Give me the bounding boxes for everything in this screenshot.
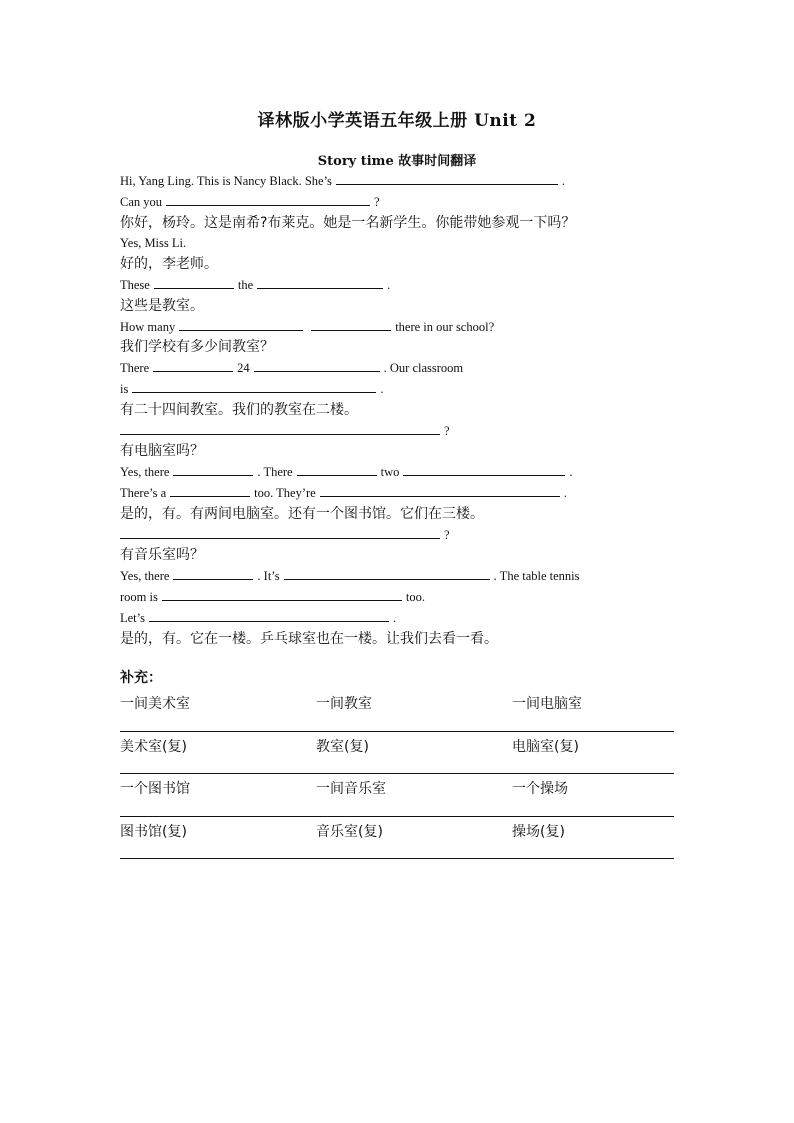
text: too.: [405, 589, 425, 604]
vocab-prompt: 美术室(复): [120, 738, 187, 755]
story-line-cn: 这些是教室。: [120, 297, 204, 314]
vocab-prompt: 操场(复): [512, 823, 565, 840]
story-line-1: [120, 171, 680, 192]
answer-blank[interactable]: [120, 526, 440, 539]
text: Yes, there: [120, 465, 170, 480]
text: the: [237, 277, 254, 292]
story-line-cn: 我们学校有多少间教室？: [120, 339, 274, 356]
story-line-cn: 好的，李老师。: [120, 256, 218, 273]
supplement-row: [120, 689, 674, 732]
answer-blank[interactable]: [311, 318, 391, 331]
story-line-cn: 是的，有。有两间电脑室。还有一个图书馆。它们在三楼。: [120, 505, 484, 522]
supplement-row: [120, 817, 674, 860]
text: there in our school?: [395, 319, 495, 334]
text: . Our classroom: [383, 361, 464, 376]
story-line-13: [120, 421, 680, 442]
text: too. They’re: [254, 485, 316, 500]
vocab-prompt: 一间音乐室: [316, 781, 386, 798]
spacer: [120, 649, 680, 663]
answer-blank[interactable]: [149, 609, 389, 622]
text: is: [120, 381, 129, 396]
story-line-6: [120, 275, 680, 296]
story-line-21: [120, 587, 680, 608]
story-line-cn: 是的，有。它在一楼。乒乓球室也在一楼。让我们去看一看。: [120, 630, 498, 647]
story-line-22: [120, 608, 680, 629]
answer-blank[interactable]: [132, 380, 376, 393]
answer-blank[interactable]: [120, 422, 440, 435]
answer-blank[interactable]: [179, 318, 303, 331]
answer-blank[interactable]: [154, 276, 234, 289]
vocab-prompt: 教室(复): [316, 738, 369, 755]
text: .: [387, 277, 391, 292]
story-line-4: Yes, Miss Li.: [120, 236, 187, 251]
text: There’s a: [120, 485, 167, 500]
supplement-row: [120, 732, 674, 775]
text: These: [120, 277, 150, 292]
answer-blank[interactable]: [336, 172, 558, 185]
text: Can you: [120, 194, 163, 209]
answer-blank[interactable]: [297, 463, 377, 476]
text: ?: [374, 194, 380, 209]
vocab-prompt: 一个图书馆: [120, 781, 190, 798]
vocab-prompt: 一间教室: [316, 696, 372, 713]
story-line-15: [120, 462, 680, 483]
text: There: [120, 361, 150, 376]
supplement-heading: 补充：: [120, 670, 162, 687]
story-line-20: [120, 566, 680, 587]
text: .: [569, 465, 573, 480]
text: . It’s: [257, 569, 280, 584]
answer-blank[interactable]: [284, 567, 490, 580]
vocab-prompt: 一间电脑室: [512, 696, 582, 713]
text: .: [563, 485, 567, 500]
text: .: [393, 610, 397, 625]
answer-blank[interactable]: [173, 567, 253, 580]
text: . There: [257, 465, 293, 480]
answer-blank[interactable]: [254, 359, 380, 372]
supplement-row: [120, 774, 674, 817]
story-line-2: [120, 192, 680, 213]
text: ?: [444, 423, 450, 438]
vocab-prompt: 一个操场: [512, 781, 568, 798]
story-line-cn: 有电脑室吗？: [120, 443, 204, 460]
vocab-prompt: 电脑室(复): [512, 738, 579, 755]
story-line-cn: 有音乐室吗？: [120, 547, 204, 564]
text: . The table tennis: [493, 569, 580, 584]
section-subtitle: Story time 故事时间翻译: [317, 154, 477, 169]
text: Yes, there: [120, 569, 170, 584]
text: two: [380, 465, 400, 480]
story-line-10: [120, 358, 680, 379]
answer-blank[interactable]: [320, 484, 560, 497]
story-line-cn: 你好，杨玲。这是南希?布莱克。她是一名新学生。你能带她参观一下吗？: [120, 214, 576, 231]
vocab-prompt: 图书馆(复): [120, 823, 187, 840]
text: 24: [237, 361, 250, 376]
story-line-11: [120, 379, 680, 400]
answer-blank[interactable]: [166, 193, 370, 206]
answer-blank[interactable]: [170, 484, 250, 497]
story-translation: [120, 171, 680, 859]
text: room is: [120, 589, 158, 604]
text: .: [380, 381, 384, 396]
text: ?: [444, 527, 450, 542]
page-title: 译林版小学英语五年级上册 Unit 2: [257, 111, 537, 131]
answer-blank[interactable]: [257, 276, 383, 289]
story-line-8: [120, 317, 680, 338]
answer-blank[interactable]: [153, 359, 233, 372]
vocab-prompt: 音乐室(复): [316, 823, 383, 840]
text: Let’s: [120, 610, 145, 625]
answer-blank[interactable]: [162, 588, 402, 601]
answer-blank[interactable]: [403, 463, 565, 476]
text: How many: [120, 319, 176, 334]
text: .: [561, 174, 566, 188]
text: Hi, Yang Ling. This is Nancy Black. She’s: [120, 174, 332, 188]
vocab-prompt: 一间美术室: [120, 696, 190, 713]
story-line-cn: 有二十四间教室。我们的教室在二楼。: [120, 401, 358, 418]
story-line-18: [120, 525, 680, 546]
story-line-16: [120, 483, 680, 504]
answer-blank[interactable]: [173, 463, 253, 476]
